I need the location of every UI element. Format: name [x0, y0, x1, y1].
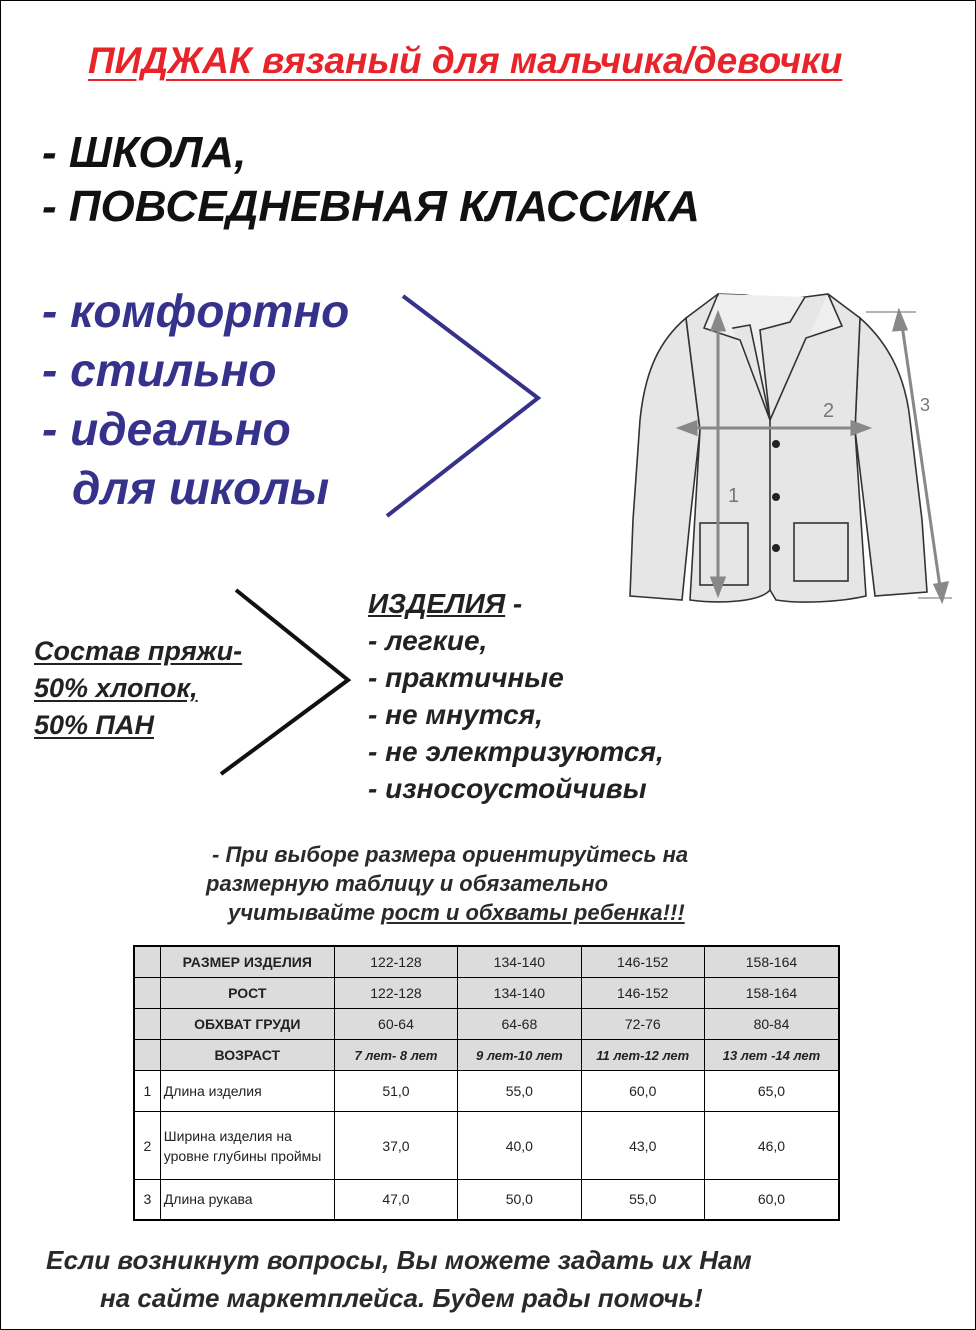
- table-cell: 40,0: [458, 1112, 581, 1180]
- table-cell: 64-68: [458, 1009, 581, 1040]
- table-cell-empty: [134, 946, 160, 978]
- table-header-label: ОБХВАТ ГРУДИ: [160, 1009, 334, 1040]
- table-header-label: ВОЗРАСТ: [160, 1040, 334, 1071]
- size-note-line2: размерную таблицу и обязательно: [206, 871, 609, 896]
- table-row-size: [134, 946, 839, 978]
- table-row-age: [134, 1040, 839, 1071]
- measure-label-1: 1: [728, 485, 740, 507]
- table-cell: 51,0: [334, 1071, 457, 1112]
- table-cell-empty: [134, 1009, 160, 1040]
- page-title: ПИДЖАК вязаный для мальчика/девочки: [88, 40, 843, 81]
- measure-label-3: 3: [920, 395, 931, 415]
- benefit-stylish: - стильно: [42, 344, 277, 396]
- jacket-button-3: [772, 544, 780, 552]
- table-cell-empty: [134, 1040, 160, 1071]
- table-header-label: РОСТ: [160, 978, 334, 1009]
- table-cell: 65,0: [704, 1071, 839, 1112]
- table-row-chest: [134, 1009, 839, 1040]
- purpose-classic: - ПОВСЕДНЕВНАЯ КЛАССИКА: [42, 182, 700, 231]
- feature-durable: - износоустойчивы: [368, 773, 647, 804]
- table-header-label: РАЗМЕР ИЗДЕЛИЯ: [160, 946, 334, 978]
- table-measure-name: Длина изделия: [160, 1071, 334, 1112]
- table-measure-name: Ширина изделия на уровне глубины проймы: [160, 1112, 334, 1180]
- footer-line2: на сайте маркетплейса. Будем рады помочь!: [100, 1283, 703, 1313]
- table-cell: 55,0: [581, 1180, 704, 1220]
- size-note-line1: - При выборе размера ориентируйтесь на: [212, 842, 689, 867]
- table-cell: 7 лет- 8 лет: [334, 1040, 457, 1071]
- composition-pan: 50% ПАН: [34, 710, 154, 740]
- benefits-chevron: [387, 296, 538, 516]
- table-row-length: [134, 1071, 839, 1112]
- feature-no-wrinkle: - не мнутся,: [368, 699, 543, 730]
- jacket-button-2: [772, 493, 780, 501]
- table-cell: 46,0: [704, 1112, 839, 1180]
- table-cell: 134-140: [458, 978, 581, 1009]
- table-row-number: 1: [134, 1071, 160, 1112]
- benefit-comfortable: - комфортно: [42, 285, 350, 337]
- features-header-text: ИЗДЕЛИЯ: [368, 588, 506, 619]
- table-cell: 146-152: [581, 946, 704, 978]
- table-cell: 11 лет-12 лет: [581, 1040, 704, 1071]
- size-note-emphasis: рост и обхваты ребенка!!!: [381, 900, 685, 925]
- table-cell: 9 лет-10 лет: [458, 1040, 581, 1071]
- composition-chevron: [221, 590, 348, 774]
- table-cell: 13 лет -14 лет: [704, 1040, 839, 1071]
- feature-light: - легкие,: [368, 625, 488, 656]
- composition-cotton: 50% хлопок,: [34, 673, 198, 703]
- purpose-school: - ШКОЛА,: [42, 128, 247, 177]
- table-row-number: 2: [134, 1112, 160, 1180]
- feature-practical: - практичные: [368, 662, 564, 693]
- table-measure-name: Длина рукава: [160, 1180, 334, 1220]
- size-table: [133, 945, 840, 1221]
- table-cell: 158-164: [704, 978, 839, 1009]
- table-cell: 146-152: [581, 978, 704, 1009]
- table-cell: 60,0: [581, 1071, 704, 1112]
- table-cell: 55,0: [458, 1071, 581, 1112]
- jacket-diagram: [630, 294, 927, 602]
- benefit-for-school: для школы: [72, 462, 330, 514]
- table-row-height: [134, 978, 839, 1009]
- table-cell-empty: [134, 978, 160, 1009]
- table-cell: 122-128: [334, 946, 457, 978]
- table-cell: 60-64: [334, 1009, 457, 1040]
- table-cell: 47,0: [334, 1180, 457, 1220]
- table-row-width: [134, 1112, 839, 1180]
- footer-line1: Если возникнут вопросы, Вы можете задать их Нам: [46, 1245, 752, 1275]
- table-cell: 50,0: [458, 1180, 581, 1220]
- jacket-button-1: [772, 440, 780, 448]
- size-note-line3: [228, 900, 685, 926]
- size-note-plain: учитывайте: [228, 900, 382, 925]
- benefit-ideal: - идеально: [42, 403, 291, 455]
- feature-no-static: - не электризуются,: [368, 736, 664, 767]
- table-cell: 80-84: [704, 1009, 839, 1040]
- composition-title: Состав пряжи-: [34, 636, 243, 666]
- table-row-number: 3: [134, 1180, 160, 1220]
- table-cell: 158-164: [704, 946, 839, 978]
- table-row-sleeve: [134, 1180, 839, 1220]
- features-header-dash: -: [505, 588, 523, 619]
- table-cell: 60,0: [704, 1180, 839, 1220]
- table-cell: 43,0: [581, 1112, 704, 1180]
- table-cell: 122-128: [334, 978, 457, 1009]
- measure-label-2: 2: [823, 400, 835, 422]
- table-cell: 134-140: [458, 946, 581, 978]
- table-cell: 37,0: [334, 1112, 457, 1180]
- table-cell: 72-76: [581, 1009, 704, 1040]
